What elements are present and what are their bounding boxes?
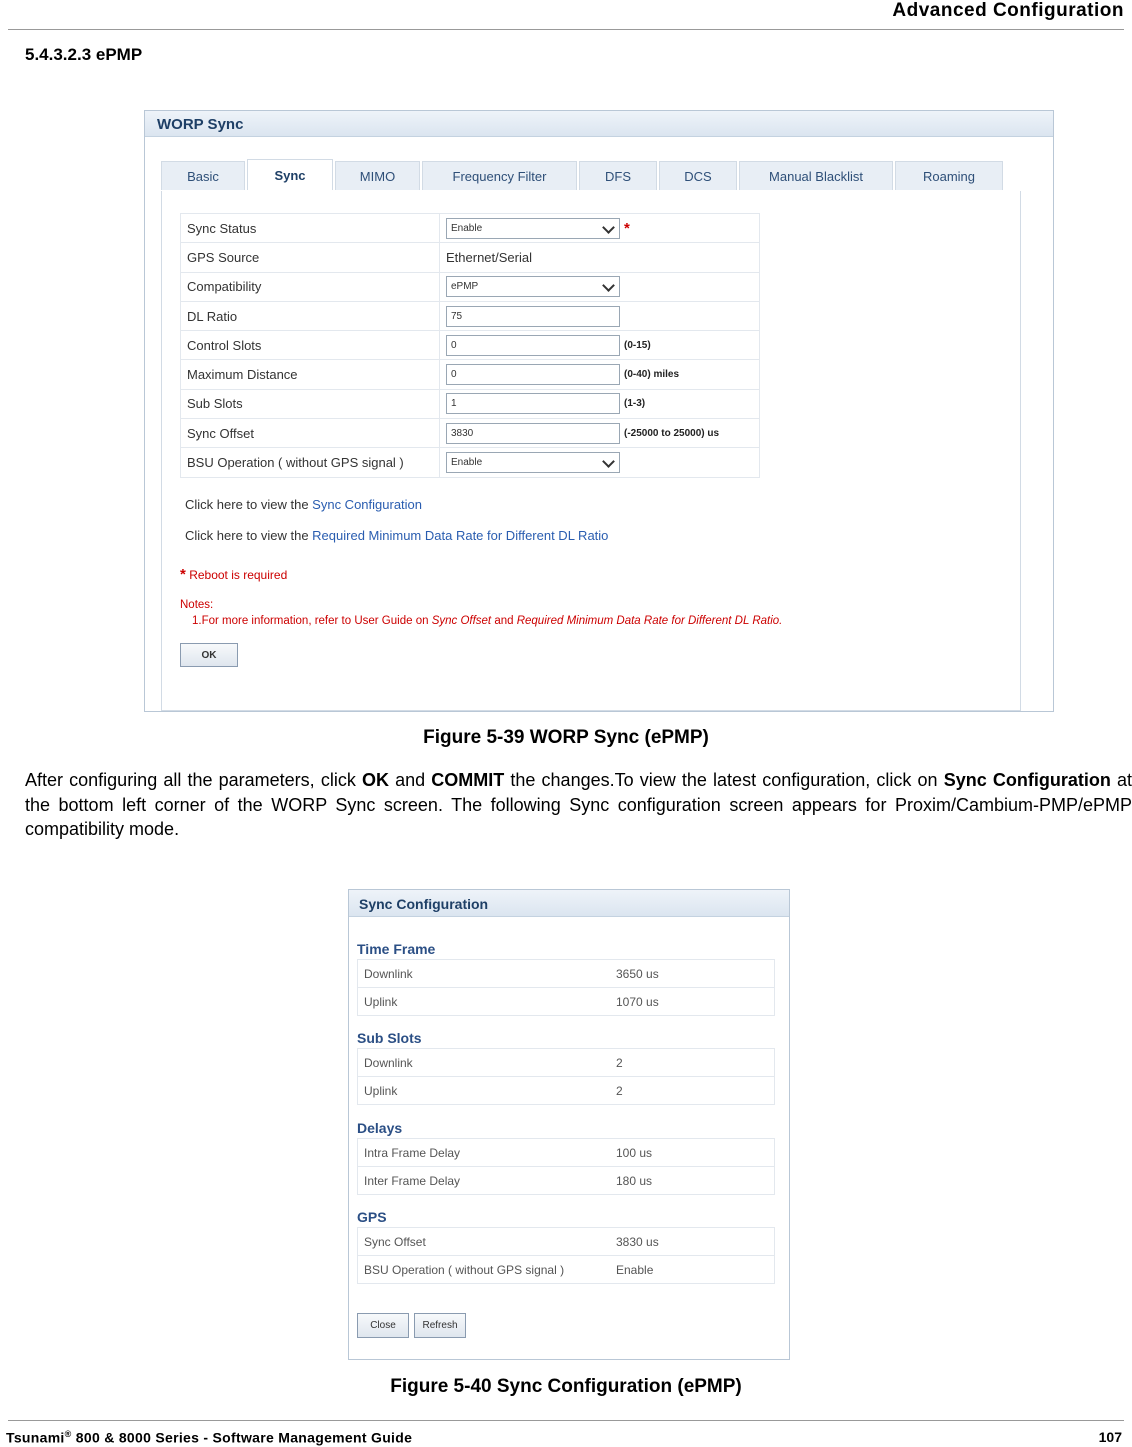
dl-ratio-input[interactable]: 75: [446, 306, 620, 327]
worp-sync-screenshot: [144, 110, 1054, 712]
config-value: 180 us: [616, 1174, 653, 1188]
data-rate-link-line: [185, 528, 608, 543]
row-sync-offset: [181, 419, 760, 448]
config-value: 3830 us: [616, 1235, 659, 1249]
sync-offset-input[interactable]: 3830: [446, 423, 620, 444]
config-row: [357, 1166, 775, 1195]
config-key: BSU Operation ( without GPS signal ): [364, 1263, 565, 1277]
tab-manual-blacklist[interactable]: Manual Blacklist: [739, 161, 893, 190]
config-key: Downlink: [364, 967, 413, 981]
config-key: Downlink: [364, 1056, 413, 1070]
notes-label: Notes:: [180, 599, 214, 611]
row-gps-source: [181, 243, 760, 272]
field-label: DL Ratio: [181, 301, 440, 330]
close-button[interactable]: Close: [357, 1313, 409, 1338]
para-bold-ok: OK: [361, 770, 389, 790]
row-sub-slots: [181, 389, 760, 418]
tab-dfs[interactable]: DFS: [579, 161, 657, 190]
header-divider: [8, 29, 1124, 30]
config-value: 2: [616, 1056, 623, 1070]
section-gps: GPS: [357, 1209, 387, 1225]
tab-dcs[interactable]: DCS: [659, 161, 737, 190]
row-compatibility: [181, 272, 760, 301]
para-text: the changes.To view the latest configuration, click on: [504, 770, 944, 790]
para-bold-sync-configuration: Sync Configuration: [943, 770, 1111, 790]
field-label: BSU Operation ( without GPS signal ): [181, 448, 440, 477]
sync-configuration-link-line: [185, 497, 422, 512]
figure-caption-1: Figure 5-39 WORP Sync (ePMP): [423, 727, 709, 748]
notes-italic-data-rate: Required Minimum Data Rate for Different DL Ratio.: [516, 615, 783, 627]
section-time-frame: Time Frame: [357, 941, 436, 957]
para-bold-commit: COMMIT: [431, 770, 505, 790]
body-paragraph: [25, 768, 1132, 842]
range-hint: (0-40) miles: [624, 369, 680, 381]
config-row: [357, 1048, 775, 1077]
notes-italic-sync-offset: Sync Offset: [431, 615, 492, 627]
footer-brand: Tsunami: [6, 1429, 65, 1446]
row-dl-ratio: [181, 301, 760, 330]
sync-settings-table: [180, 213, 760, 478]
row-maximum-distance: [181, 360, 760, 389]
required-marker: *: [180, 566, 186, 583]
tab-bar: [161, 161, 1005, 190]
config-value: 2: [616, 1084, 623, 1098]
config-value: Enable: [616, 1263, 654, 1277]
row-sync-status: [181, 214, 760, 243]
config-key: Sync Offset: [364, 1235, 426, 1249]
reboot-note: [180, 566, 287, 583]
range-hint: (1-3): [624, 398, 646, 410]
notes-text: and: [491, 615, 517, 627]
tab-roaming[interactable]: Roaming: [895, 161, 1003, 190]
required-data-rate-link[interactable]: Required Minimum Data Rate for Different DL Ratio: [312, 528, 609, 543]
figure-caption-2: Figure 5-40 Sync Configuration (ePMP): [390, 1376, 742, 1397]
config-row: [357, 1138, 775, 1167]
page-number: 107: [1098, 1429, 1122, 1445]
section-heading: 5.4.3.2.3 ePMP: [25, 45, 143, 64]
config-row: [357, 1227, 775, 1256]
config-row: [357, 959, 775, 988]
maximum-distance-input[interactable]: 0: [446, 364, 620, 385]
field-label: Sub Slots: [181, 389, 440, 418]
row-control-slots: [181, 331, 760, 360]
field-label: Compatibility: [181, 272, 440, 301]
config-key: Uplink: [364, 995, 398, 1009]
para-text: and: [388, 770, 432, 790]
config-key: Inter Frame Delay: [364, 1174, 461, 1188]
gps-source-value: Ethernet/Serial: [446, 249, 532, 265]
tab-frequency-filter[interactable]: Frequency Filter: [422, 161, 577, 190]
config-row: [357, 1076, 775, 1105]
notes-text: 1.For more information, refer to User Guide on: [192, 615, 432, 627]
para-text: at the bottom left corner of the WORP Sync screen. The following Sync configuration screen appears for Proxim/Cambium-PMP/ePMP compatibility mode.: [25, 770, 1132, 839]
control-slots-input[interactable]: 0: [446, 335, 620, 356]
field-label: Control Slots: [181, 331, 440, 360]
config-value: 100 us: [616, 1146, 653, 1160]
tab-sync[interactable]: Sync: [247, 159, 333, 190]
field-label: Sync Status: [181, 214, 440, 243]
para-text: After configuring all the parameters, click: [25, 770, 362, 790]
notes-line: [192, 615, 782, 627]
link-prefix: Click here to view the: [185, 528, 313, 543]
row-bsu-operation: [181, 448, 760, 477]
field-label: GPS Source: [181, 243, 440, 272]
config-row: [357, 987, 775, 1016]
sub-slots-input[interactable]: 1: [446, 393, 620, 414]
sync-configuration-screenshot: [348, 889, 790, 1360]
section-sub-slots: Sub Slots: [357, 1030, 422, 1046]
config-key: Uplink: [364, 1084, 398, 1098]
sync-status-select[interactable]: Enable: [446, 218, 620, 239]
field-label: Maximum Distance: [181, 360, 440, 389]
sync-configuration-link[interactable]: Sync Configuration: [312, 497, 423, 512]
config-value: 1070 us: [616, 995, 659, 1009]
footer-document-title: [6, 1429, 412, 1446]
link-prefix: Click here to view the: [185, 497, 313, 512]
tab-mimo[interactable]: MIMO: [335, 161, 420, 190]
range-hint: (-25000 to 25000) us: [624, 427, 720, 439]
registered-mark: ®: [64, 1429, 72, 1439]
worp-sync-window-title: WORP Sync: [145, 111, 1053, 137]
sync-configuration-window-title: Sync Configuration: [349, 890, 789, 917]
footer-title-rest: 800 & 8000 Series - Software Management Guide: [71, 1429, 413, 1446]
tab-basic[interactable]: Basic: [161, 161, 245, 190]
required-marker: *: [624, 219, 630, 237]
config-row: [357, 1255, 775, 1284]
section-delays: Delays: [357, 1120, 403, 1136]
ok-button[interactable]: OK: [180, 643, 238, 667]
running-header-title: Advanced Configuration: [892, 0, 1124, 21]
field-label: Sync Offset: [181, 419, 440, 448]
bsu-operation-select[interactable]: Enable: [446, 452, 620, 473]
footer-divider: [8, 1420, 1124, 1421]
range-hint: (0-15): [624, 339, 651, 351]
compatibility-select[interactable]: ePMP: [446, 276, 620, 297]
config-key: Intra Frame Delay: [364, 1146, 461, 1160]
refresh-button[interactable]: Refresh: [414, 1313, 466, 1338]
reboot-note-text: Reboot is required: [189, 568, 288, 582]
config-value: 3650 us: [616, 967, 659, 981]
